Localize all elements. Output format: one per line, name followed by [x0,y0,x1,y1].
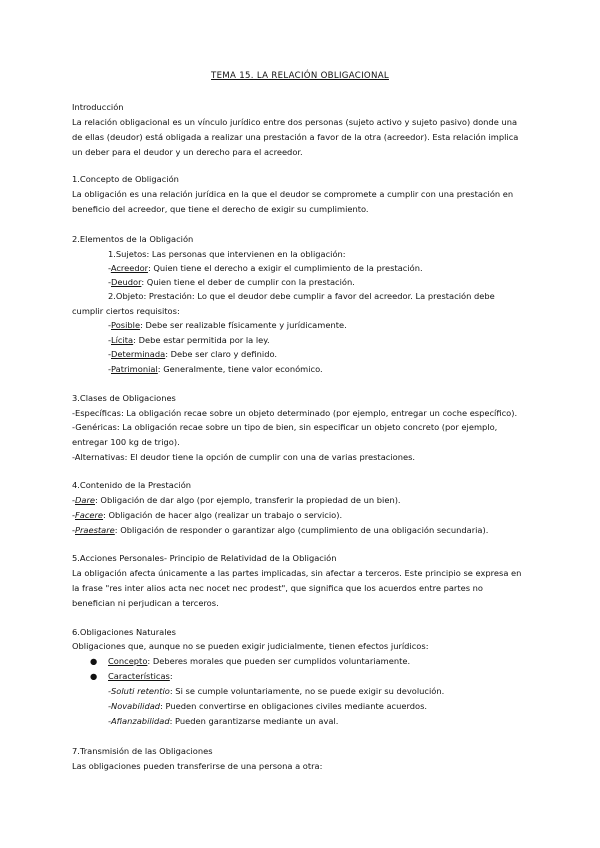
licita-term: Lícita [111,335,134,345]
section-5-line-2: la frase "res inter alios acta nec nocet nec prodest", que significa que los acuerdos entre partes no [72,583,483,593]
section-7-line-1: Las obligaciones pueden transferirse de una persona a otra: [72,761,323,771]
section-3-line-1: -Específicas: La obligación recae sobre un objeto determinado (por ejemplo, entregar un coche específico). [72,408,518,418]
praestare-text: : Obligación de responder o garantizar algo (cumplimiento de una obligación secundaria). [114,525,489,535]
intro-line-3: un deber para el deudor y un derecho para el acreedor. [72,147,303,157]
objeto-line-2: cumplir ciertos requisitos: [72,306,180,316]
section-2-heading: 2.Elementos de la Obligación [72,234,194,244]
intro-heading: Introducción [72,102,124,112]
deudor-line: -Deudor: Quien tiene el deber de cumplir con la prestación. [108,277,355,287]
section-1-line-1: La obligación es una relación jurídica en la que el deudor se compromete a cumplir con una prestación en [72,189,514,199]
praestare-term: Praestare [75,525,115,535]
caracteristicas-text: : [169,671,173,681]
section-6-heading: 6.Obligaciones Naturales [72,627,176,637]
section-3-line-2: -Genéricas: La obligación recae sobre un tipo de bien, sin especificar un objeto concreto (por ejemplo, [72,422,498,432]
concepto-item [90,655,410,667]
posible-term: Posible [111,320,141,330]
objeto-line-1: 2.Objeto: Prestación: Lo que el deudor debe cumplir a favor del acreedor. La prestación debe [108,291,495,301]
section-1-line-2: beneficio del acreedor, que tiene el derecho de exigir su cumplimiento. [72,204,369,214]
dare-term: Dare [75,495,95,505]
section-3-line-4: -Alternativas: El deudor tiene la opción de cumplir con una de varias prestaciones. [72,452,416,462]
acreedor-line: -Acreedor: Quien tiene el derecho a exigir el cumplimiento de la prestación. [108,263,423,273]
section-1-heading: 1.Concepto de Obligación [72,174,179,184]
section-3-heading: 3.Clases de Obligaciones [72,393,176,403]
afianzabilidad-term: -Afianzabilidad [108,716,170,726]
section-6-line-1: Obligaciones que, aunque no se pueden exigir judicialmente, tienen efectos jurídicos: [72,641,429,651]
facere-term: Facere [75,510,104,520]
caracteristicas-term: Características [108,671,170,681]
dare-text: : Obligación de dar algo (por ejemplo, transferir la propiedad de un bien). [95,495,401,505]
patrimonial-line: -Patrimonial: Generalmente, tiene valor económico. [108,364,323,374]
facere-text: : Obligación de hacer algo (realizar un trabajo o servicio). [103,510,343,520]
intro-line-1: La relación obligacional es un vínculo jurídico entre dos personas (sujeto activo y sujeto pasivo) donde una [72,117,518,127]
section-3-line-3: entregar 100 kg de trigo). [72,437,180,447]
soluti-line [108,685,444,697]
section-7-heading: 7.Transmisión de las Obligaciones [72,746,213,756]
licita-text: : Debe estar permitida por la ley. [133,335,270,345]
bullet-icon: ● [90,671,98,681]
section-4-heading: 4.Contenido de la Prestación [72,480,192,490]
determinada-text: : Debe ser claro y definido. [165,349,278,359]
novabilidad-text: : Pueden convertirse en obligaciones civiles mediante acuerdos. [160,701,428,711]
determinada-term: Determinada [111,349,166,359]
patrimonial-term: Patrimonial [111,364,158,374]
deudor-text: : Quien tiene el deber de cumplir con la prestación. [141,277,355,287]
posible-line: -Posible: Debe ser realizable físicamente y jurídicamente. [108,320,347,330]
section-5-line-3: benefician ni perjudican a terceros. [72,598,219,608]
afianzabilidad-line [108,715,338,727]
licita-line: -Lícita: Debe estar permitida por la ley. [108,335,270,345]
concepto-term: Concepto [108,656,148,666]
acreedor-term: Acreedor [110,263,148,273]
praestare-line: -Praestare: Obligación de responder o garantizar algo (cumplimiento de una obligación secundaria). [72,525,489,535]
section-5-heading: 5.Acciones Personales- Principio de Relatividad de la Obligación [72,553,337,563]
concepto-text: : Deberes morales que pueden ser cumplidos voluntariamente. [147,656,411,666]
acreedor-text: : Quien tiene el derecho a exigir el cumplimiento de la prestación. [147,263,423,273]
sujetos-line: 1.Sujetos: Las personas que intervienen en la obligación: [108,249,346,259]
facere-line: -Facere: Obligación de hacer algo (realizar un trabajo o servicio). [72,510,343,520]
caracteristicas-item [90,670,173,682]
patrimonial-text: : Generalmente, tiene valor económico. [157,364,323,374]
novabilidad-line [108,700,427,712]
bullet-icon: ● [90,656,98,666]
afianzabilidad-text: : Pueden garantizarse mediante un aval. [169,716,339,726]
page-title: TEMA 15. LA RELACIÓN OBLIGACIONAL [211,71,389,81]
posible-text: : Debe ser realizable físicamente y jurídicamente. [140,320,347,330]
determinada-line: -Determinada: Debe ser claro y definido. [108,349,278,359]
deudor-term: Deudor [111,277,142,287]
section-5-line-1: La obligación afecta únicamente a las partes implicadas, sin afectar a terceros. Este principio se expresa en [72,568,522,578]
intro-line-2: de ellas (deudor) está obligada a realizar una prestación a favor de la otra (acreedor). Esta relación implica [72,132,519,142]
soluti-term: -Soluti retentio [108,686,170,696]
soluti-text: : Si se cumple voluntariamente, no se puede exigir su devolución. [169,686,445,696]
dare-line: -Dare: Obligación de dar algo (por ejemplo, transferir la propiedad de un bien). [72,495,401,505]
novabilidad-term: -Novabilidad [108,701,161,711]
